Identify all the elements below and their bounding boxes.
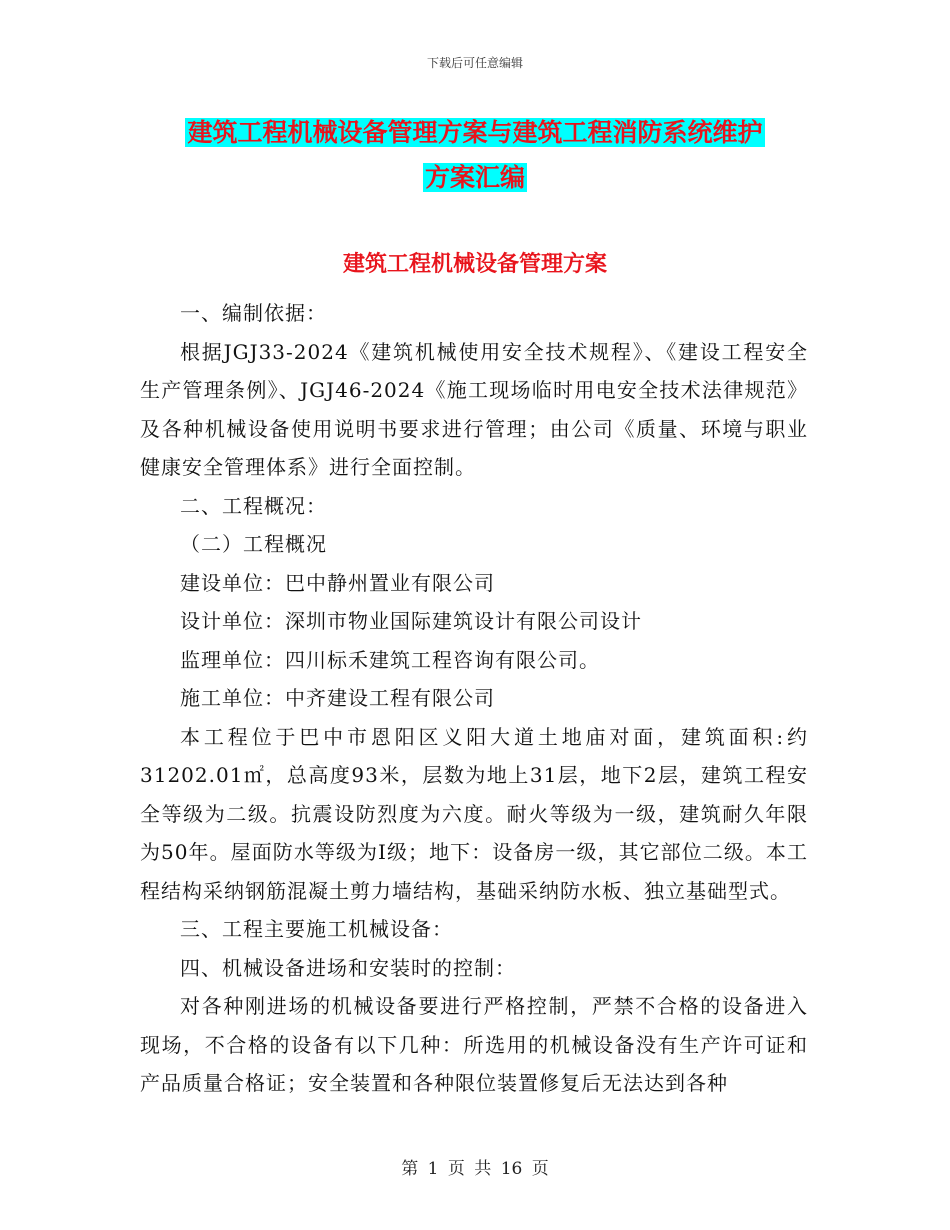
subheading-project-overview: （二）工程概况 — [180, 532, 327, 556]
design-unit: 设计单位：深圳市物业国际建筑设计有限公司设计 — [180, 609, 642, 633]
document-body — [140, 294, 808, 1103]
heading-entry-control: 四、机械设备进场和安装时的控制： — [180, 955, 516, 980]
paragraph-basis: 根据JGJ33-2024《建筑机械使用安全技术规程》、《建设工程安全生产管理条例》、JGJ46-2024《施工现场临时用电安全技术法律规范》及各种机械设备使用说明书要求进行管理；由公司《质量、环境与职业健康安全管理体系》进行全面控制。 — [140, 339, 808, 479]
page-header: 下载后可任意编辑 — [426, 56, 523, 70]
paragraph-entry-control: 对各种刚进场的机械设备要进行严格控制，严禁不合格的设备进入现场，不合格的设备有以下几种：所选用的机械设备没有生产许可证和产品质量合格证；安全装置和各种限位装置修复后无法达到各种 — [140, 994, 808, 1095]
construction-owner: 建设单位：巴中静州置业有限公司 — [180, 570, 495, 595]
heading-project-overview: 二、工程概况： — [180, 493, 327, 518]
document-title — [140, 110, 810, 200]
supervision-unit: 监理单位：四川标禾建筑工程咨询有限公司。 — [180, 647, 600, 672]
section-title: 建筑工程机械设备管理方案 — [342, 251, 607, 277]
heading-compilation-basis: 一、编制依据： — [180, 301, 327, 325]
page-footer: 第 1 页 共 16 页 — [401, 1159, 549, 1179]
heading-main-equipment: 三、工程主要施工机械设备： — [180, 917, 453, 941]
document-title-line-1: 建筑工程机械设备管理方案与建筑工程消防系统维护 — [187, 118, 763, 147]
paragraph-project-description: 本工程位于巴中市恩阳区义阳大道土地庙对面，建筑面积:约31202.01㎡，总高度93米，层数为地上31层，地下2层，建筑工程安全等级为二级。抗震设防烈度为六度。耐火等级为一级，建筑耐久年限为50年。屋面防水等级为I级；地下：设备房一级，其它部位二级。本工程结构采纳钢筋混凝土剪力墙结构，基础采纳防水板、独立基础型式。 — [140, 724, 808, 903]
document-title-line-2: 方案汇编 — [424, 163, 525, 192]
contractor-unit: 施工单位：中齐建设工程有限公司 — [180, 686, 495, 710]
